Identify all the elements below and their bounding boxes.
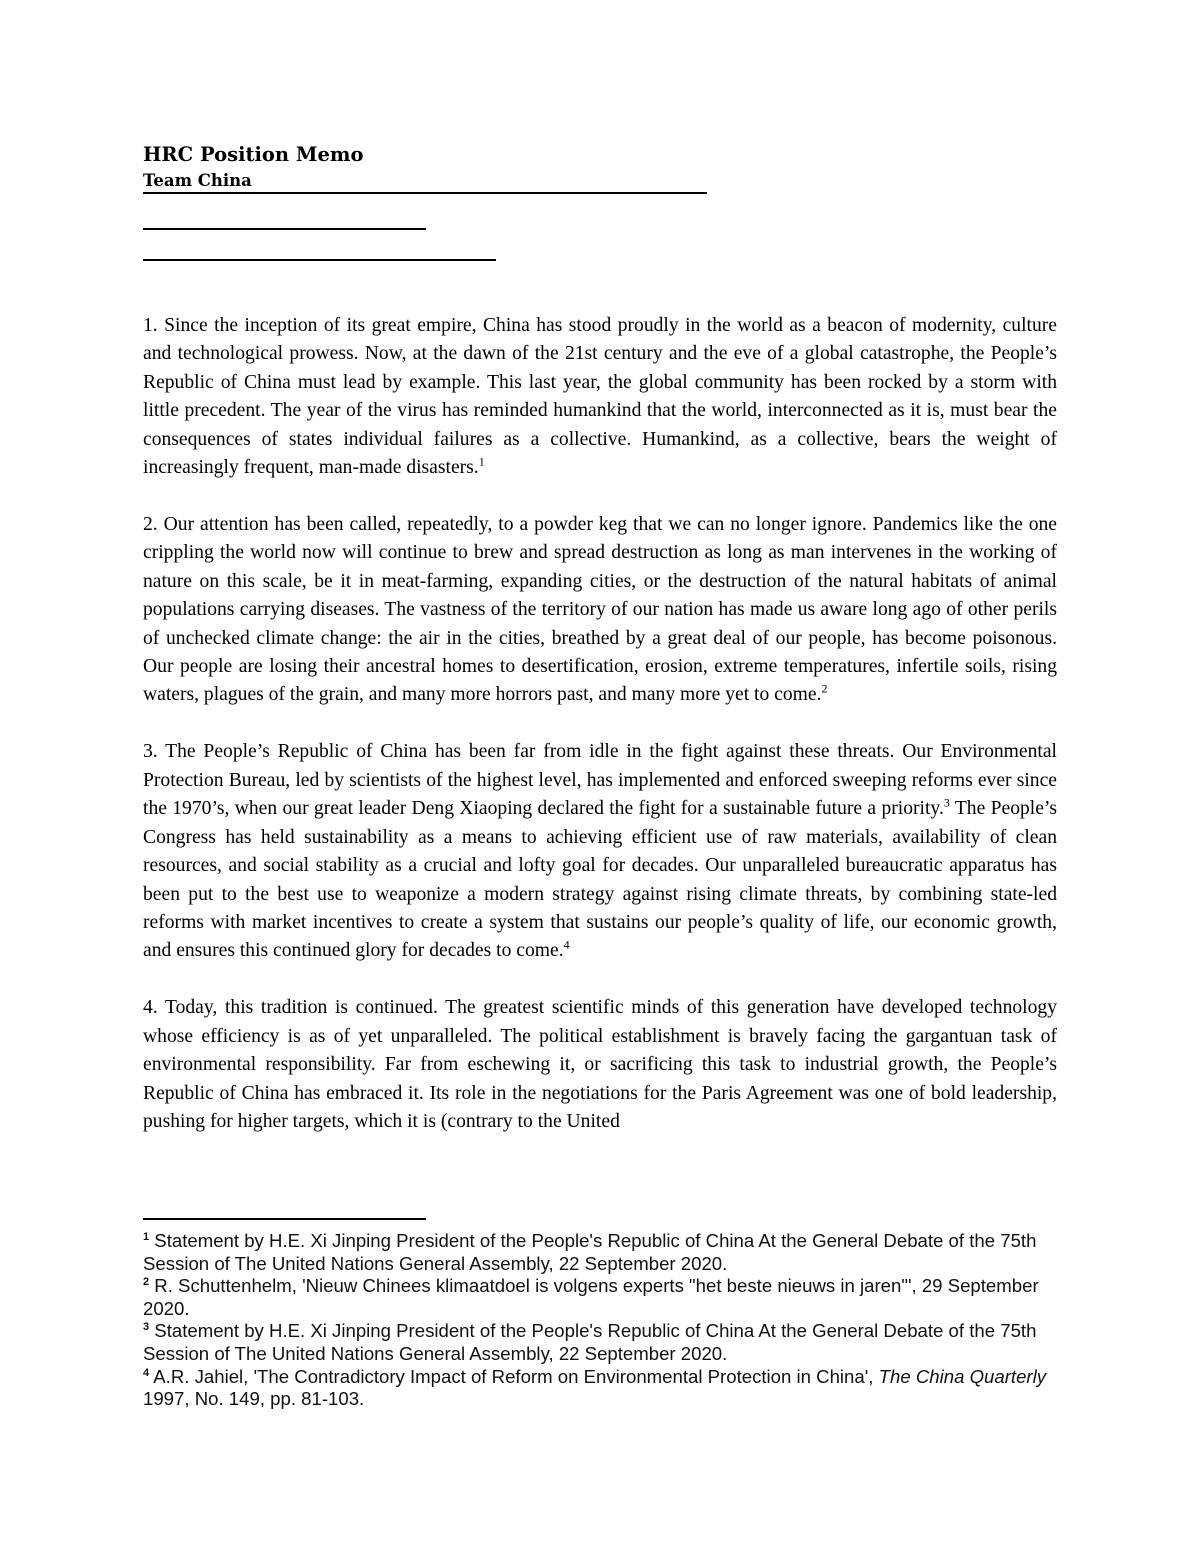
footnote-4: $^4$ A.R. Jahiel, 'The Contradictory Impact of Reform on Environmental Protection in China', The China Quarterly 1997, No. 149, pp. 81-103. [143, 1365, 1047, 1410]
footnote-separator [143, 1218, 426, 1220]
blank-signature-line [143, 228, 426, 230]
footnote-ref: 4 [563, 937, 570, 952]
paragraph-4: 4. Today, this tradition is continued. The greatest scientific minds of this generation have developed technology whose efficiency is as of yet unparalleled. The political establishment is bravely facing the gargantuan task of environmental responsibility. Far from eschewing it, or sacrificing this task to industrial growth, the People’s Republic of China has embraced it. Its role in the negotiations for the Paris Agreement was one of bold leadership, pushing for higher targets, which it is (contrary to the United [143, 997, 1057, 1132]
memo-title: HRC Position Memo [143, 143, 364, 166]
memo-body [143, 312, 1057, 1165]
memo-page [143, 140, 1057, 1410]
team-name: Team China [143, 170, 707, 194]
footnote-2: $^2$ R. Schuttenhelm, 'Nieuw Chinees klimaatdoel is volgens experts "het beste nieuws in jaren"', 29 September 2020. [143, 1275, 1039, 1319]
paragraph-3: 3. The People’s Republic of China has been far from idle in the fight against these threats. Our Environmental Protection Bureau, led by scientists of the highest level, has implemented and enforced sweeping reforms ever since the 1970’s, when our great leader Deng Xiaoping declared the fight for a sustainable future a priority.$^3$ The People’s Congress has held sustainability as a means to achieving efficient use of raw materials, availability of clean resources, and social stability as a crucial and lofty goal for decades. Our unparalleled bureaucratic apparatus has been put to the best use to weaponize a modern strategy against rising climate threats, by combining state-led reforms with market incentives to create a system that sustains our people’s quality of life, our economic growth, and ensures this continued glory for decades to come.$^4$ [143, 741, 1057, 962]
journal-title: The China Quarterly [878, 1365, 1047, 1387]
paragraph-2: 2. Our attention has been called, repeatedly, to a powder keg that we can no longer ignore. Pandemics like the one crippling the world now will continue to brew and spread destruction as long as man intervenes in the working of nature on this scale, be it in meat-farming, expanding cities, or the destruction of the natural habitats of animal populations carrying diseases. The vastness of the territory of our nation has made us aware long ago of other perils of unchecked climate change: the air in the cities, breathed by a great deal of our people, has become poisonous. Our people are losing their ancestral homes to desertification, erosion, extreme temperatures, infertile soils, rising waters, plagues of the grain, and many more horrors past, and many more yet to come.$^2$ [143, 514, 1057, 706]
footnotes [143, 1230, 1057, 1411]
blank-signature-line [143, 259, 496, 261]
footnote-3: $^3$ Statement by H.E. Xi Jinping President of the People's Republic of China At the General Debate of the 75th Session of The United Nations General Assembly, 22 September 2020. [143, 1320, 1037, 1364]
paragraph-1: 1. Since the inception of its great empire, China has stood proudly in the world as a beacon of modernity, culture and technological prowess. Now, at the dawn of the 21st century and the eve of a global catastrophe, the People’s Republic of China must lead by example. This last year, the global community has been rocked by a storm with little precedent. The year of the virus has reminded humankind that the world, interconnected as it is, must bear the consequences of states individual failures as a collective. Humankind, as a collective, bears the weight of increasingly frequent, man-made disasters.$^1$ [143, 315, 1057, 479]
footnote-1: $^1$ Statement by H.E. Xi Jinping President of the People's Republic of China At the General Debate of the 75th Session of The United Nations General Assembly, 22 September 2020. [143, 1230, 1037, 1274]
footnote-ref: 3 [943, 795, 950, 810]
footnote-ref: 2 [821, 681, 828, 696]
footnote-ref: 1 [478, 454, 485, 469]
